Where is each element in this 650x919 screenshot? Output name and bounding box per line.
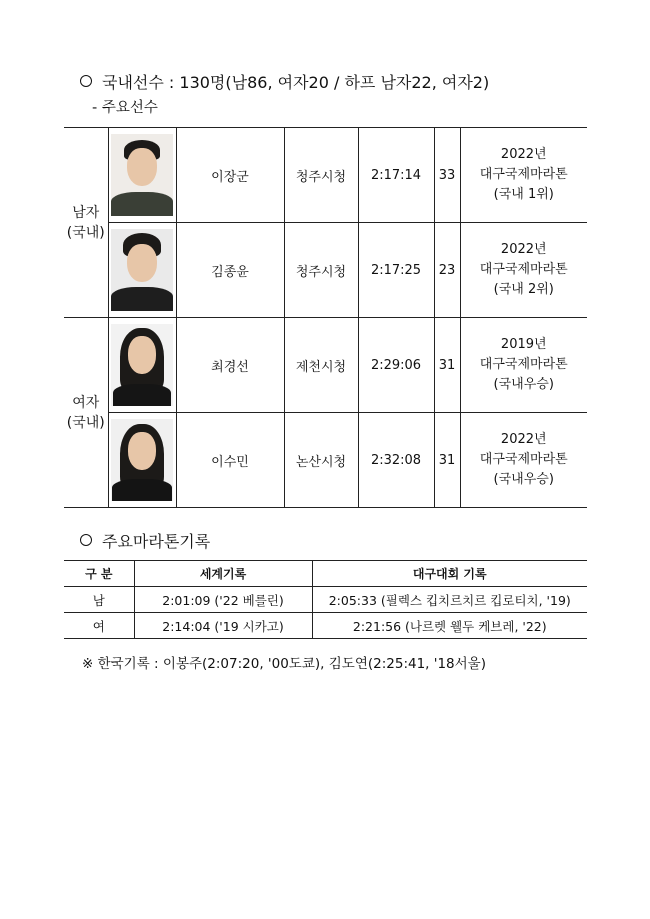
header-category: 구 분 xyxy=(64,561,134,587)
athlete-team: 청주시청 xyxy=(284,128,358,223)
athlete-record: 2:17:14 xyxy=(358,128,434,223)
athlete-record: 2:29:06 xyxy=(358,318,434,413)
group-label-male: 남자 (국내) xyxy=(64,128,108,318)
sub-heading-key-athletes: - 주요선수 xyxy=(92,100,158,116)
athlete-photo xyxy=(108,223,176,318)
table-row xyxy=(64,318,587,413)
athlete-achievement: 2022년 대구국제마라톤 (국내 2위) xyxy=(460,223,587,318)
section-heading-text: 주요마라톤기록 xyxy=(102,532,211,551)
athlete-team: 제천시청 xyxy=(284,318,358,413)
table-row xyxy=(64,587,587,613)
circle-bullet-icon xyxy=(80,534,92,546)
record-category: 여 xyxy=(64,613,134,639)
korean-record-note: ※ 한국기록 : 이봉주(2:07:20, '00도쿄), 김도연(2:25:41, '18서울) xyxy=(82,656,486,672)
athlete-age: 31 xyxy=(434,318,460,413)
athlete-record: 2:32:08 xyxy=(358,413,434,508)
table-row xyxy=(64,613,587,639)
athletes-table xyxy=(64,127,587,508)
athlete-name: 이수민 xyxy=(176,413,284,508)
header-world-record: 세계기록 xyxy=(134,561,312,587)
athlete-achievement: 2022년 대구국제마라톤 (국내우승) xyxy=(460,413,587,508)
athlete-team: 청주시청 xyxy=(284,223,358,318)
athlete-age: 31 xyxy=(434,413,460,508)
athlete-record: 2:17:25 xyxy=(358,223,434,318)
athlete-name: 최경선 xyxy=(176,318,284,413)
record-daegu: 2:05:33 (필렉스 킵치르치르 킵로티치, '19) xyxy=(312,587,587,613)
athlete-name: 김종윤 xyxy=(176,223,284,318)
section-heading-records xyxy=(80,529,210,552)
athlete-team: 논산시청 xyxy=(284,413,358,508)
section-heading-domestic xyxy=(80,70,489,93)
table-row xyxy=(64,223,587,318)
athlete-age: 23 xyxy=(434,223,460,318)
athlete-name: 이장군 xyxy=(176,128,284,223)
circle-bullet-icon xyxy=(80,75,92,87)
athlete-age: 33 xyxy=(434,128,460,223)
header-daegu-record: 대구대회 기록 xyxy=(312,561,587,587)
record-world: 2:14:04 ('19 시카고) xyxy=(134,613,312,639)
athlete-photo xyxy=(108,318,176,413)
table-row xyxy=(64,128,587,223)
athlete-photo xyxy=(108,128,176,223)
athlete-photo xyxy=(108,413,176,508)
record-category: 남 xyxy=(64,587,134,613)
section-heading-text: 국내선수 : 130명(남86, 여자20 / 하프 남자22, 여자2) xyxy=(102,73,490,92)
athlete-achievement: 2019년 대구국제마라톤 (국내우승) xyxy=(460,318,587,413)
table-row xyxy=(64,413,587,508)
record-daegu: 2:21:56 (나르렛 웰두 케브레, '22) xyxy=(312,613,587,639)
record-world: 2:01:09 ('22 베를린) xyxy=(134,587,312,613)
athlete-achievement: 2022년 대구국제마라톤 (국내 1위) xyxy=(460,128,587,223)
table-header-row xyxy=(64,561,587,587)
group-label-female: 여자 (국내) xyxy=(64,318,108,508)
marathon-records-table xyxy=(64,560,587,639)
